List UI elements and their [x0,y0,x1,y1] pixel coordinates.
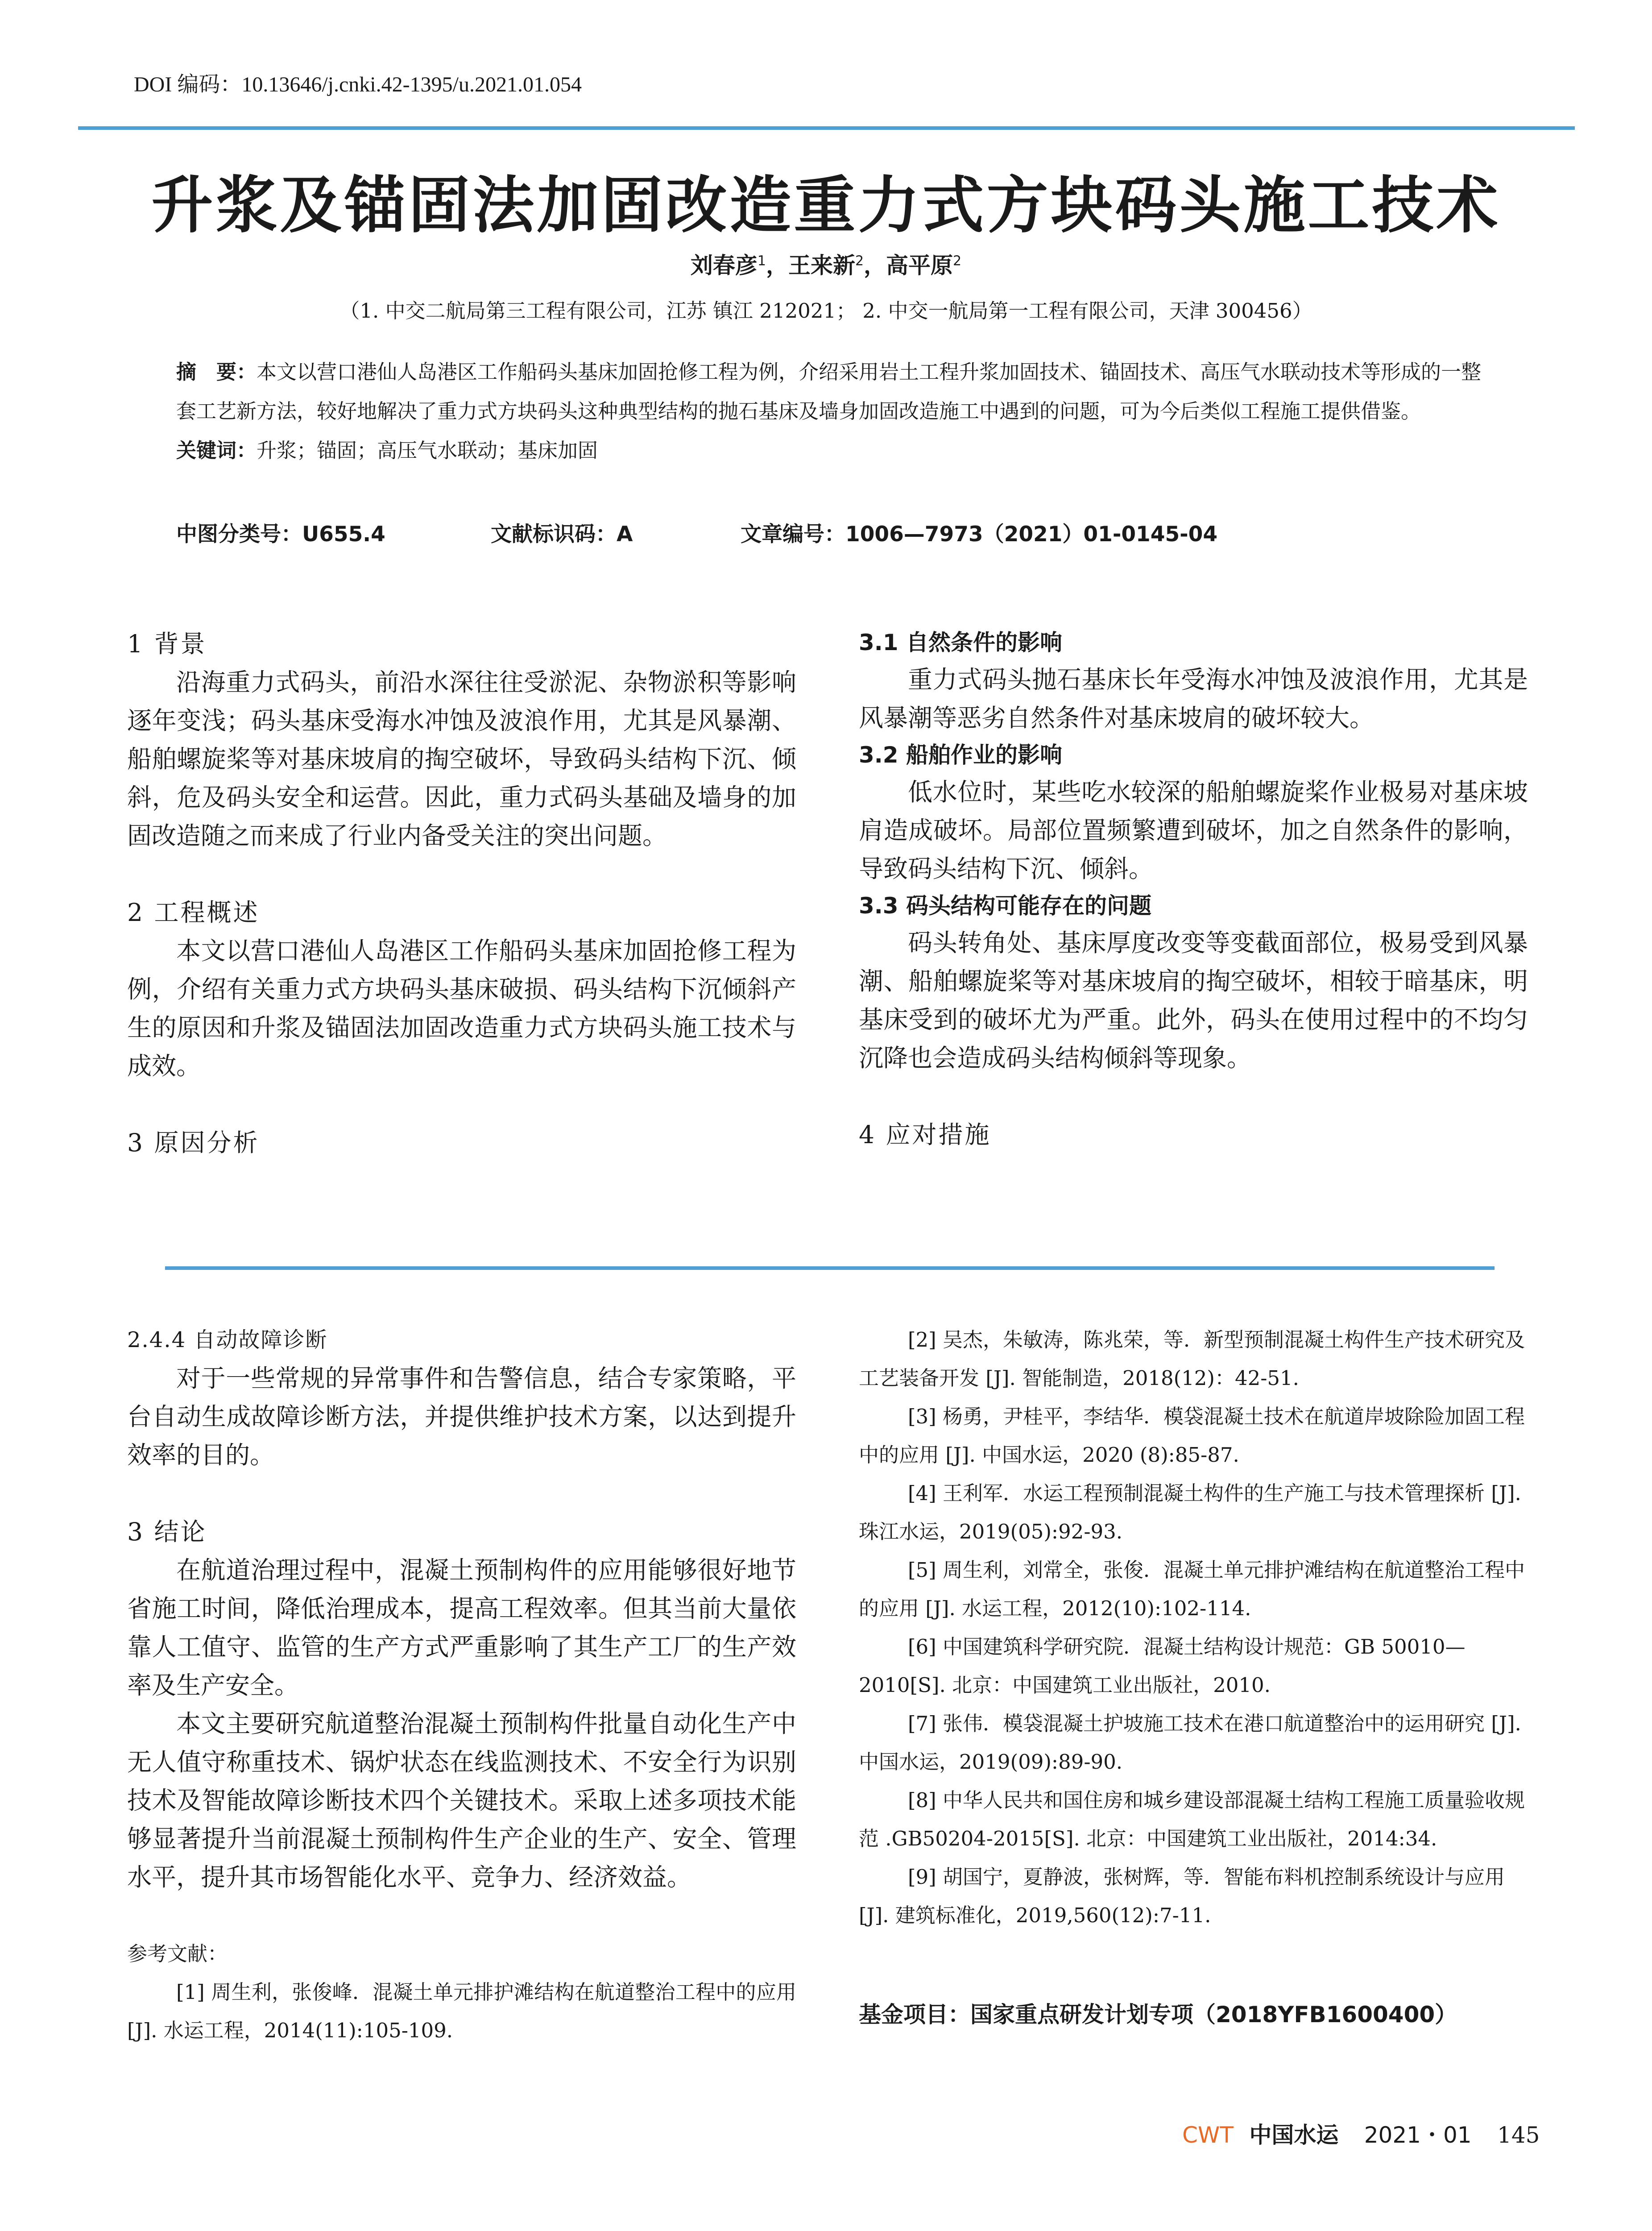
clc-number: 中图分类号：U655.4 [176,522,385,547]
author-aff: 2 [953,253,962,269]
paragraph: 沿海重力式码头，前沿水深往往受淤泥、杂物淤积等影响逐年变浅；码头基床受海水冲蚀及波浪作用，尤其是风暴潮、船舶螺旋桨等对基床坡肩的掏空破坏，导致码头结构下沉、倾斜，危及码头安全和运营。因此，重力式码头基础及墙身的加固改造随之而来成了行业内备受关注的突出问题。 [127,668,796,850]
references-title: 参考文献： [127,1942,228,1966]
reference-item: [1] 周生利，张俊峰．混凝土单元排护滩结构在航道整治工程中的应用 [J]. 水运工程，2014(11):105-109. [127,1980,796,2042]
paragraph: 对于一些常规的异常事件和告警信息，结合专家策略，平台自动生成故障诊断方法，并提供维护技术方案，以达到提升效率的目的。 [127,1364,796,1469]
paragraph: 在航道治理过程中，混凝土预制构件的应用能够很好地节省施工时间，降低治理成本，提高工程效率。但其当前大量依靠人工值守、监管的生产方式严重影响了其生产工厂的生产效率及生产安全。 [127,1556,796,1700]
paragraph: 重力式码头抛石基床长年受海水冲蚀及波浪作用，尤其是风暴潮等恶劣自然条件对基床坡肩的破坏较大。 [859,665,1528,732]
section-heading: 2.4.4 自动故障诊断 [127,1327,328,1352]
abstract-text: 本文以营口港仙人岛港区工作船码头基床加固抢修工程为例，介绍采用岩土工程升浆加固技术、锚固技术、高压气水联动技术等形成的一整套工艺新方法，较好地解决了重力式方块码头这种典型结构的抛石基床及墙身加固改造施工中遇到的问题，可为今后类似工程施工提供借鉴。 [176,360,1482,423]
author-name: 刘春彦 [690,253,758,278]
article-number: 文章编号：1006—7973（2021）01-0145-04 [741,522,1218,547]
page-number: 145 [1497,2122,1540,2148]
author-aff: 2 [855,253,864,269]
author-name: 王来新 [788,253,855,278]
issue-date: 2021・01 [1364,2122,1472,2148]
references-right [859,1321,1528,1935]
author-line: 刘春彦$^1$，王来新$^2$，高平原$^2$ [690,253,962,278]
keywords-text: 升浆；锚固；高压气水联动；基床加固 [257,439,598,462]
references-left [127,1935,796,2050]
abstract-label: 摘 要： [176,360,257,384]
reference-item: [3] 杨勇，尹桂平，李结华．模袋混凝土技术在航道岸坡除险加固工程中的应用 [J]. 中国水运，2020 (8):85-87. [859,1405,1525,1467]
reference-item: [9] 胡国宁，夏静波，张树辉，等．智能布料机控制系统设计与应用 [J]. 建筑标准化，2019,560(12):7-11. [859,1865,1505,1927]
section-heading: 2 工程概述 [127,898,260,927]
paragraph: 本文以营口港仙人岛港区工作船码头基床加固抢修工程为例，介绍有关重力式方块码头基床破损、码头结构下沉倾斜产生的原因和升浆及锚固法加固改造重力式方块码头施工技术与成效。 [127,937,796,1080]
reference-item: [6] 中国建筑科学研究院．混凝土结构设计规范：GB 50010—2010[S]. 北京：中国建筑工业出版社，2010. [859,1635,1466,1697]
section-heading: 1 背景 [127,630,207,658]
keywords-label: 关键词： [176,439,257,462]
paragraph: 本文主要研究航道整治混凝土预制构件批量自动化生产中无人值守称重技术、锅炉状态在线监测技术、不安全行为识别技术及智能故障诊断技术四个关键技术。采取上述多项技术能够显著提升当前混凝土预制构件生产企业的生产、安全、管理水平，提升其市场智能化水平、竞争力、经济效益。 [127,1709,796,1891]
paragraph: 低水位时，某些吃水较深的船舶螺旋桨作业极易对基床坡肩造成破坏。局部位置频繁遭到破坏，加之自然条件的影响，导致码头结构下沉、倾斜。 [859,778,1528,883]
paper-title: 升浆及锚固法加固改造重力式方块码头施工技术 [151,169,1501,241]
subsection-heading: 3.1 自然条件的影响 [859,630,1062,655]
upper-right-column [859,625,1528,1154]
subsection-heading: 3.2 船舶作业的影响 [859,742,1062,768]
abstract-body [176,352,1495,431]
section-heading: 3 原因分析 [127,1128,260,1157]
paragraph: 码头转角处、基床厚度改变等变截面部位，极易受到风暴潮、船舶螺旋桨等对基床坡肩的掏空破坏，相较于暗基床，明基床受到的破坏尤为严重。此外，码头在使用过程中的不均匀沉降也会造成码头结构倾斜等现象。 [859,929,1528,1072]
header-rule [78,126,1575,130]
document-code: 文献标识码：A [491,522,633,547]
reference-item: [7] 张伟．模袋混凝土护坡施工技术在港口航道整治中的运用研究 [J]. 中国水运，2019(09):89-90. [859,1712,1521,1774]
reference-item: [8] 中华人民共和国住房和城乡建设部混凝土结构工程施工质量验收规范 .GB50204-2015[S]. 北京：中国建筑工业出版社，2014:34. [859,1788,1525,1850]
section-heading: 4 应对措施 [859,1120,991,1149]
reference-item: [2] 吴杰，朱敏涛，陈兆荣，等．新型预制混凝土构件生产技术研究及工艺装备开发 [J]. 智能制造，2018(12)：42-51. [859,1328,1525,1390]
upper-left-column [127,625,796,1162]
section-heading: 3 结论 [127,1518,207,1546]
subsection-heading: 3.3 码头结构可能存在的问题 [859,893,1151,919]
journal-name: 中国水运 [1249,2122,1339,2148]
author-aff: 1 [757,253,766,269]
cwt-logo: CWT [1182,2122,1234,2148]
affiliations: （1. 中交二航局第三工程有限公司，江苏 镇江 212021； 2. 中交一航局第一工程有限公司，天津 300456） [340,299,1312,323]
reference-item: [4] 王利军．水运工程预制混凝土构件的生产施工与技术管理探析 [J]. 珠江水运，2019(05):92-93. [859,1481,1521,1543]
abstract [176,352,1495,470]
doi-line: DOI 编码：10.13646/j.cnki.42-1395/u.2021.01.054 [134,73,582,96]
journal-footer [1182,2117,1540,2149]
author-name: 高平原 [886,253,953,278]
section-rule [165,1266,1495,1270]
lower-left-column [127,1321,796,2050]
keywords [176,431,1495,470]
reference-item: [5] 周生利，刘常全，张俊．混凝土单元排护滩结构在航道整治工程中的应用 [J]. 水运工程，2012(10):102-114. [859,1558,1525,1620]
fund-project: 基金项目：国家重点研发计划专项（2018YFB1600400） [859,2002,1457,2028]
